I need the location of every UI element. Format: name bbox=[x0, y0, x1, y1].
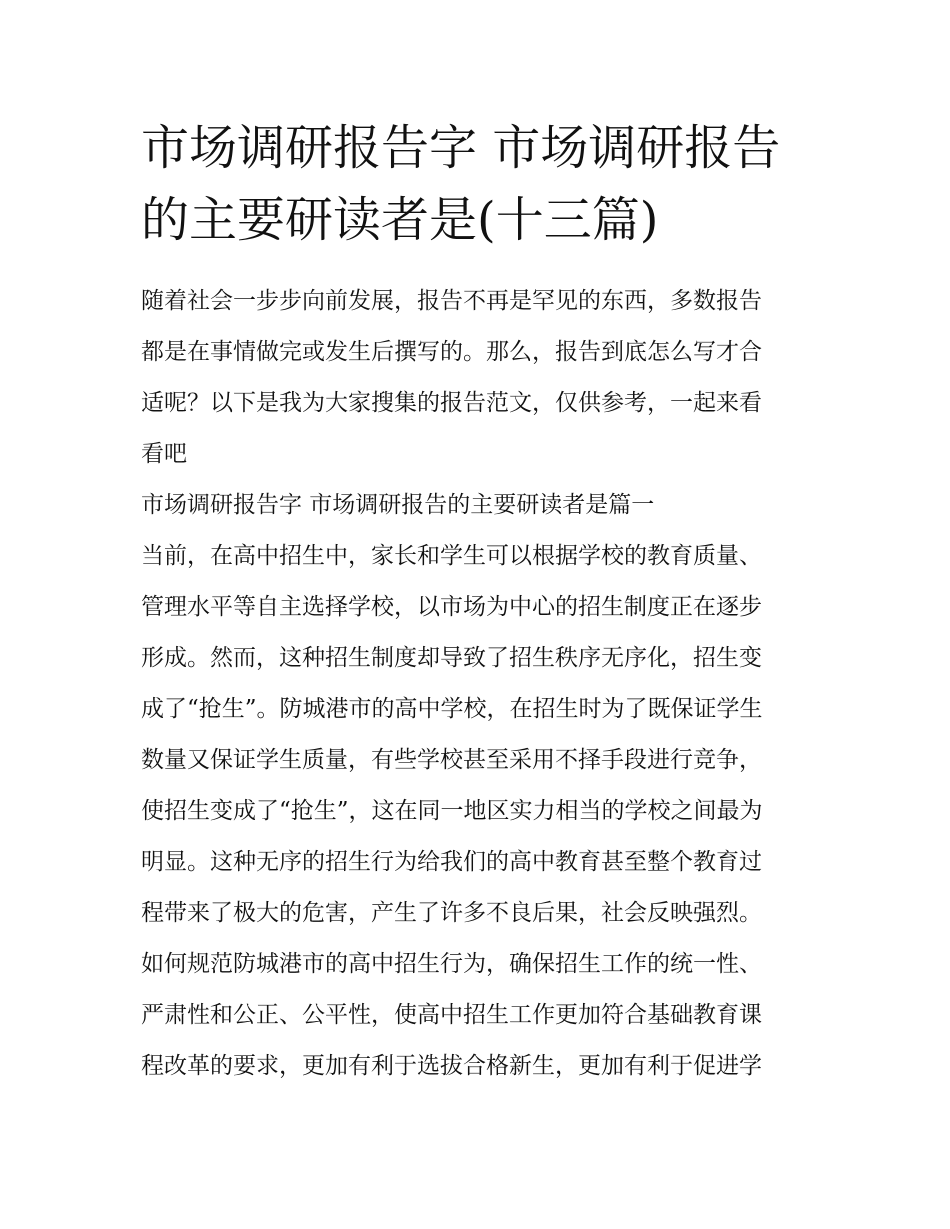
body-line: 形成。然而，这种招生制度却导致了招生秩序无序化，招生变 bbox=[141, 645, 762, 671]
body-line: 程带来了极大的危害，产生了许多不良后果，社会反映强烈。 bbox=[141, 900, 762, 926]
document-body bbox=[141, 276, 841, 1092]
body-line: 管理水平等自主选择学校，以市场为中心的招生制度正在逐步 bbox=[141, 594, 762, 620]
body-line: 程改革的要求，更加有利于选拔合格新生，更加有利于促进学 bbox=[141, 1053, 762, 1079]
document-title bbox=[141, 112, 841, 256]
body-line: 成了“抢生”。防城港市的高中学校，在招生时为了既保证学生 bbox=[141, 696, 763, 722]
body-line: 数量又保证学生质量，有些学校甚至采用不择手段进行竞争， bbox=[141, 747, 762, 773]
intro-line: 看吧 bbox=[141, 441, 187, 467]
section-heading: 市场调研报告字 市场调研报告的主要研读者是篇一 bbox=[141, 492, 655, 518]
title-line: 市场调研报告字 市场调研报告 bbox=[141, 120, 781, 176]
body-line: 明显。这种无序的招生行为给我们的高中教育甚至整个教育过 bbox=[141, 849, 762, 875]
body-line: 严肃性和公正、公平性，使高中招生工作更加符合基础教育课 bbox=[141, 1002, 762, 1028]
body-line: 当前，在高中招生中，家长和学生可以根据学校的教育质量、 bbox=[141, 543, 762, 569]
intro-line: 适呢？以下是我为大家搜集的报告范文，仅供参考，一起来看 bbox=[141, 390, 762, 416]
title-line: 的主要研读者是(十三篇) bbox=[141, 192, 659, 248]
body-line: 如何规范防城港市的高中招生行为，确保招生工作的统一性、 bbox=[141, 951, 762, 977]
intro-line: 都是在事情做完或发生后撰写的。那么，报告到底怎么写才合 bbox=[141, 339, 762, 365]
intro-line: 随着社会一步步向前发展，报告不再是罕见的东西，多数报告 bbox=[141, 288, 762, 314]
body-line: 使招生变成了“抢生”，这在同一地区实力相当的学校之间最为 bbox=[141, 798, 763, 824]
